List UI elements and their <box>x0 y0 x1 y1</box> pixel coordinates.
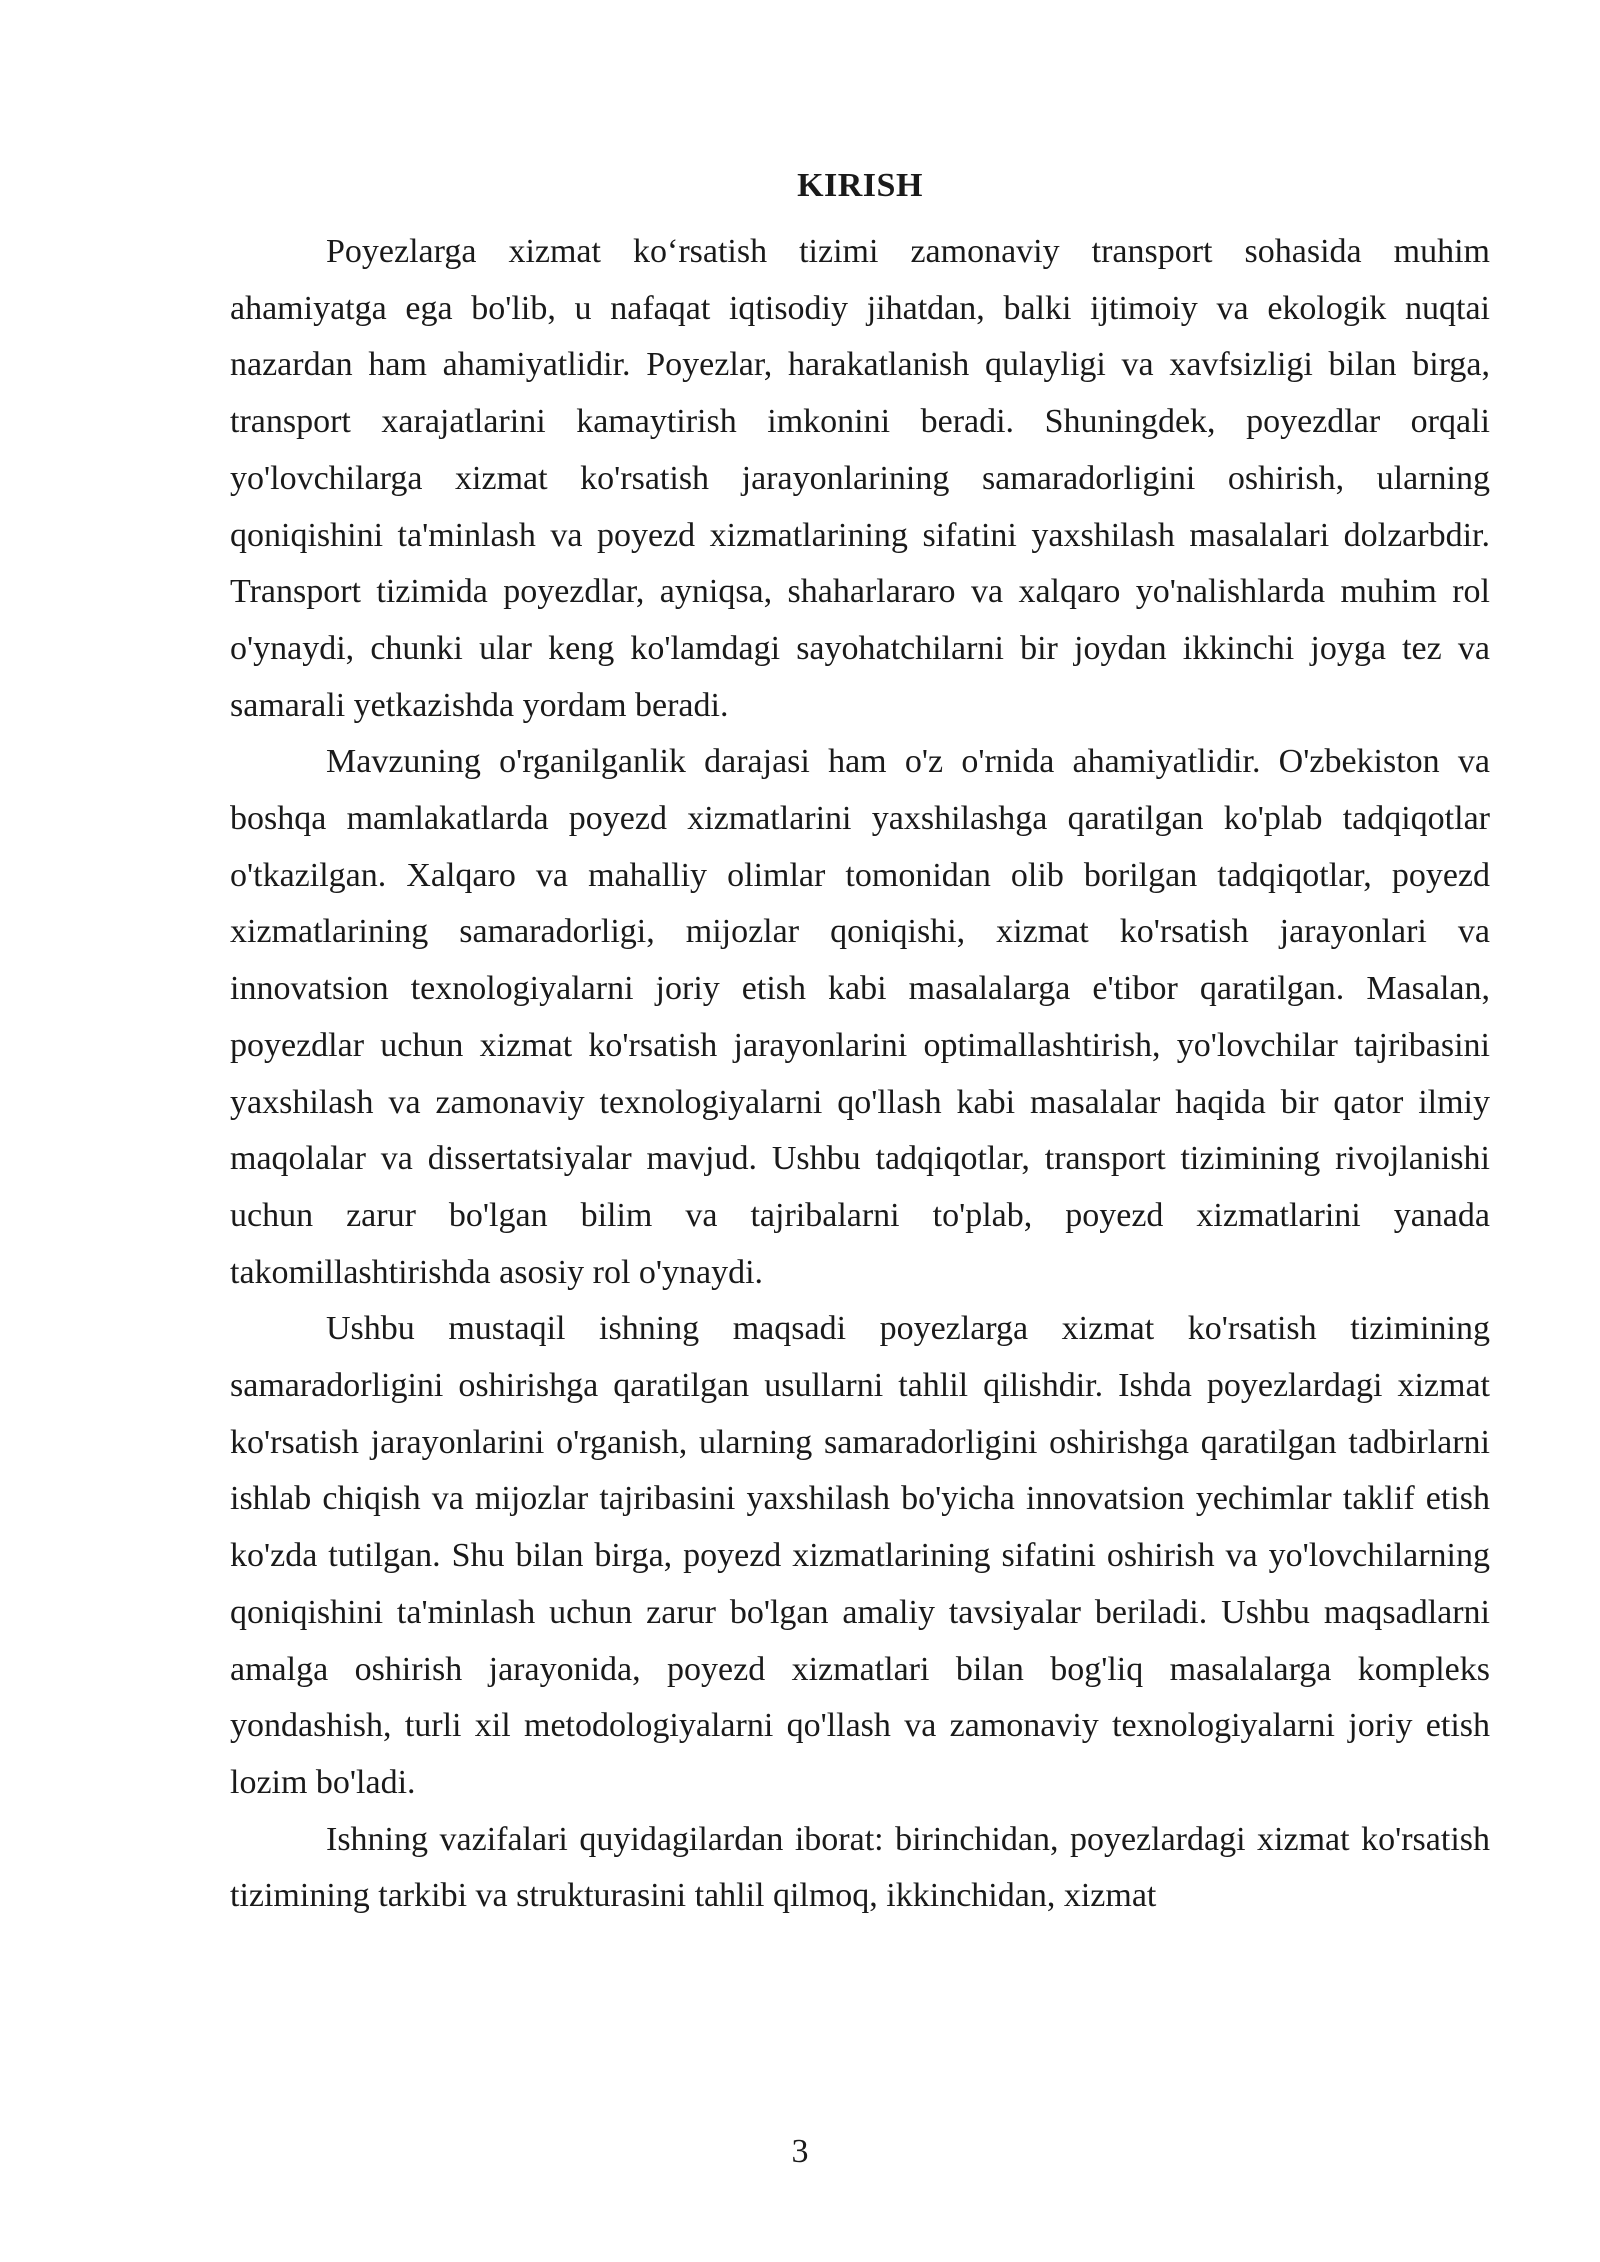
paragraph-intro: Poyezlarga xizmat ko‘rsatish tizimi zamonaviy transport sohasida muhim ahamiyatga ega bo'lib, u nafaqat iqtisodiy jihatdan, balki ijtimoiy va ekologik nuqtai nazardan ham ahamiyatlidir. Poyezlar, harakatlanish qulayligi va xavfsizligi bilan birga, transport xarajatlarini kamaytirish imkonini beradi. Shuningdek, poyezdlar orqali yo'lovchilarga xizmat ko'rsatish jarayonlarining samaradorligini oshirish, ularning qoniqishini ta'minlash va poyezd xizmatlarining sifatini yaxshilash masalalari dolzarbdir. Transport tizimida poyezdlar, ayniqsa, shaharlararo va xalqaro yo'nalishlarda muhim rol o'ynaydi, chunki ular keng ko'lamdagi sayohatchilarni bir joydan ikkinchi joyga tez va samarali yetkazishda yordam beradi. <box>230 233 1490 724</box>
section-heading: KIRISH <box>797 167 923 204</box>
paragraph-study-level: Mavzuning o'rganilganlik darajasi ham o'z o'rnida ahamiyatlidir. O'zbekiston va boshqa mamlakatlarda poyezd xizmatlarini yaxshilashga qaratilgan ko'plab tadqiqotlar o'tkazilgan. Xalqaro va mahalliy olimlar tomonidan olib borilgan tadqiqotlar, poyezd xizmatlarining samaradorligi, mijozlar qoniqishi, xizmat ko'rsatish jarayonlari va innovatsion texnologiyalarni joriy etish kabi masalalarga e'tibor qaratilgan. Masalan, poyezdlar uchun xizmat ko'rsatish jarayonlarini optimallashtirish, yo'lovchilar tajribasini yaxshilash va zamonaviy texnologiyalarni qo'llash kabi masalalar haqida bir qator ilmiy maqolalar va dissertatsiyalar mavjud. Ushbu tadqiqotlar, transport tizimining rivojlanishi uchun zarur bo'lgan bilim va tajribalarni to'plab, poyezd xizmatlarini yanada takomillashtirishda asosiy rol o'ynaydi. <box>230 743 1490 1291</box>
paragraph-goal: Ushbu mustaqil ishning maqsadi poyezlarga xizmat ko'rsatish tizimining samaradorligini oshirishga qaratilgan usullarni tahlil qilishdir. Ishda poyezlardagi xizmat ko'rsatish jarayonlarini o'rganish, ularning samaradorligini oshirishga qaratilgan tadbirlarni ishlab chiqish va mijozlar tajribasini yaxshilash bo'yicha innovatsion yechimlar taklif etish ko'zda tutilgan. Shu bilan birga, poyezd xizmatlarining sifatini oshirish va yo'lovchilarning qoniqishini ta'minlash uchun zarur bo'lgan amaliy tavsiyalar beriladi. Ushbu maqsadlarni amalga oshirish jarayonida, poyezd xizmatlari bilan bog'liq masalalarga kompleks yondashish, turli xil metodologiyalarni qo'llash va zamonaviy texnologiyalarni joriy etish lozim bo'ladi. <box>230 1310 1490 1801</box>
document-page <box>230 160 1490 1925</box>
page-number: 3 <box>791 2133 809 2170</box>
paragraph-tasks: Ishning vazifalari quyidagilardan iborat: birinchidan, poyezlardagi xizmat ko'rsatish tizimining tarkibi va strukturasini tahlil qilmoq, ikkinchidan, xizmat <box>230 1820 1490 1915</box>
